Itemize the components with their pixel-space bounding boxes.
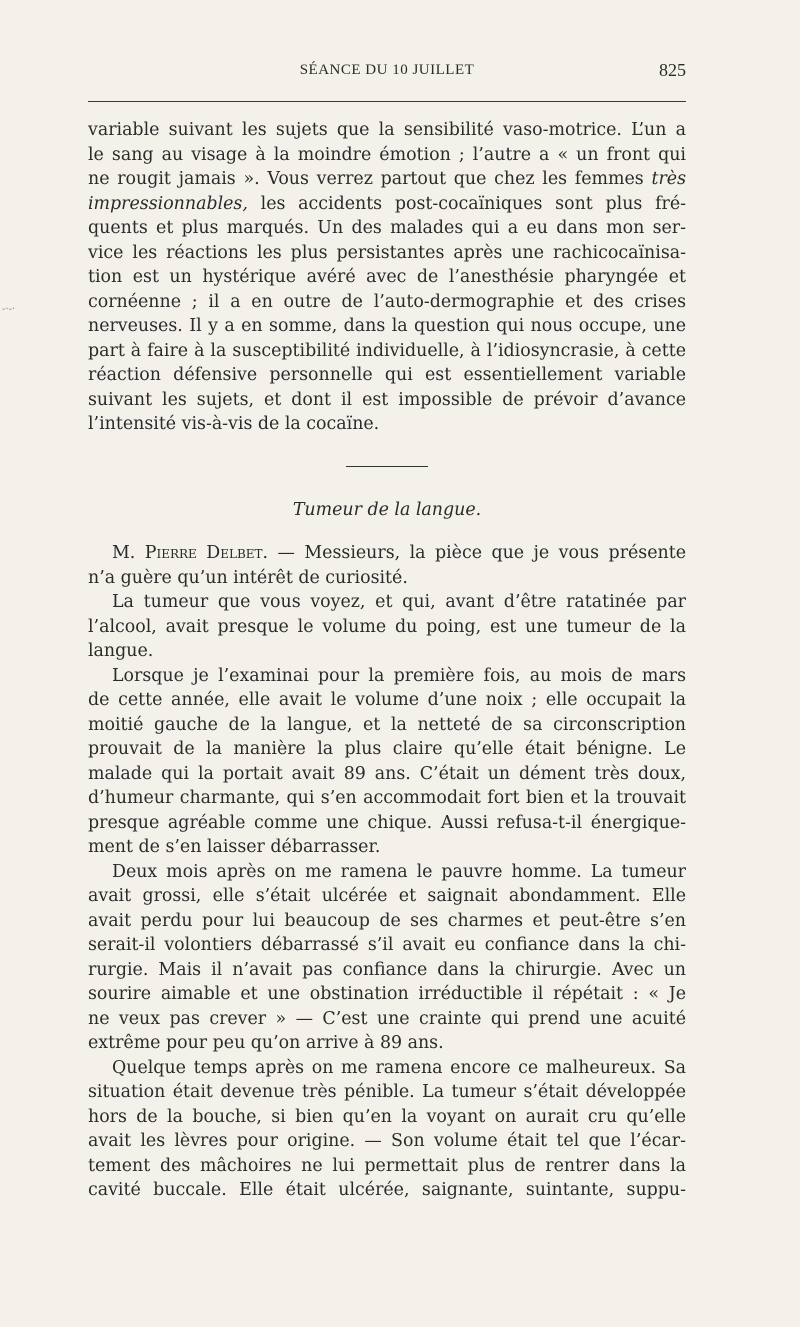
header-rule <box>88 101 686 102</box>
text-line: tement des mâchoires ne lui permettait plus de rentrer dans la <box>88 1155 686 1176</box>
text-line: cornéenne ; il a en outre de l’auto-dermographie et des crises <box>88 291 686 312</box>
text-line: impressionnables, les accidents post-cocaïniques sont plus fré- <box>88 193 686 214</box>
text-line: presque agréable comme une chique. Aussi refusa-t-il énergique- <box>88 812 686 833</box>
text-line: le sang au visage à la moindre émotion ; l’autre a « un front qui <box>88 144 686 165</box>
text-line: variable suivant les sujets que la sensibilité vaso-motrice. L’un a <box>88 120 686 140</box>
running-title: SÉANCE DU 10 JUILLET <box>299 62 475 78</box>
text-line: Quelque temps après on me ramena encore ce malheureux. Sa <box>112 1057 686 1078</box>
text-line: malade qui la portait avait 89 ans. C’était un dément très doux, <box>88 763 686 784</box>
text-line: hors de la bouche, si bien qu’en la voyant on aurait cru qu’elle <box>88 1106 686 1127</box>
text-line: suivant les sujets, et dont il est impossible de prévoir d’avance <box>88 389 686 410</box>
continued-paragraph <box>88 118 686 437</box>
text-line: l’alcool, avait presque le volume du poing, est une tumeur de la <box>88 616 686 637</box>
text-line: nerveuses. Il y a en somme, dans la question qui nous occupe, une <box>88 316 686 336</box>
text-line: extrême pour peu qu’on arrive à 89 ans. <box>88 1033 444 1053</box>
text-line: quents et plus marqués. Un des malades qui a eu dans mon ser- <box>88 218 686 238</box>
text-line: l’intensité vis-à-vis de la cocaïne. <box>88 414 380 434</box>
text-line: avait les lèvres pour origine. — Son volume était tel que l’écar- <box>88 1131 686 1151</box>
text-line: ne rougit jamais ». Vous verrez partout que chez les femmes très <box>88 169 687 189</box>
article-body <box>88 541 686 1203</box>
text-line: ne veux pas crever » — C’est une crainte qui prend une acuité <box>88 1008 686 1029</box>
page-header <box>88 58 686 88</box>
text-line: La tumeur que vous voyez, et qui, avant d’être ratatinée par <box>112 592 686 612</box>
text-line: réaction défensive personnelle qui est essentiellement variable <box>88 365 686 385</box>
text-line: moitié gauche de la langue, et la netteté de sa circonscription <box>88 714 686 735</box>
text-line: tion est un hystérique avéré avec de l’anesthésie pharyngée et <box>88 267 686 287</box>
section-separator <box>346 466 428 467</box>
text-line: sourire aimable et une obstination irréductible il répétait : « Je <box>88 984 686 1004</box>
margin-mark: -·-· <box>2 304 16 315</box>
text-line: rurgie. Mais il n’avait pas confiance dans la chirurgie. Avec un <box>88 959 686 980</box>
text-line: serait-il volontiers débarrassé s’il avait eu confiance dans la chi- <box>88 935 686 955</box>
text-line: de cette année, elle avait le volume d’une noix ; elle occupait la <box>88 690 686 710</box>
page-number: 825 <box>659 60 686 80</box>
section-title: Tumeur de la langue. <box>292 500 482 520</box>
text-line: langue. <box>88 641 154 661</box>
text-line: vice les réactions les plus persistantes après une rachicocaïnisa- <box>88 242 686 263</box>
text-line: cavité buccale. Elle était ulcérée, saignante, suintante, suppu- <box>88 1180 686 1200</box>
text-line: situation était devenue très pénible. La tumeur s’était développée <box>88 1082 686 1102</box>
text-line: avait perdu pour lui beaucoup de ses charmes et peut-être s’en <box>88 910 686 931</box>
text-line: Deux mois après on me ramena le pauvre homme. La tumeur <box>112 861 686 882</box>
text-line: M. Pierre Delbet. — Messieurs, la pièce que je vous présente <box>112 543 686 563</box>
text-line: avait grossi, elle s’était ulcérée et saignait abondamment. Elle <box>88 886 686 906</box>
text-line: n’a guère qu’un intérêt de curiosité. <box>88 567 408 588</box>
text-line: Lorsque je l’examinai pour la première fois, au mois de mars <box>112 665 686 686</box>
text-line: d’humeur charmante, qui s’en accommodait fort bien et la trouvait <box>88 788 686 808</box>
text-line: part à faire à la susceptibilité individuelle, à l’idiosyncrasie, à cette <box>88 340 686 361</box>
speaker-name: M. Pierre Delbet. <box>112 543 269 563</box>
text-line: ment de s’en laisser débarrasser. <box>88 837 381 857</box>
text-line: prouvait de la manière la plus claire qu’elle était bénigne. Le <box>88 739 686 759</box>
